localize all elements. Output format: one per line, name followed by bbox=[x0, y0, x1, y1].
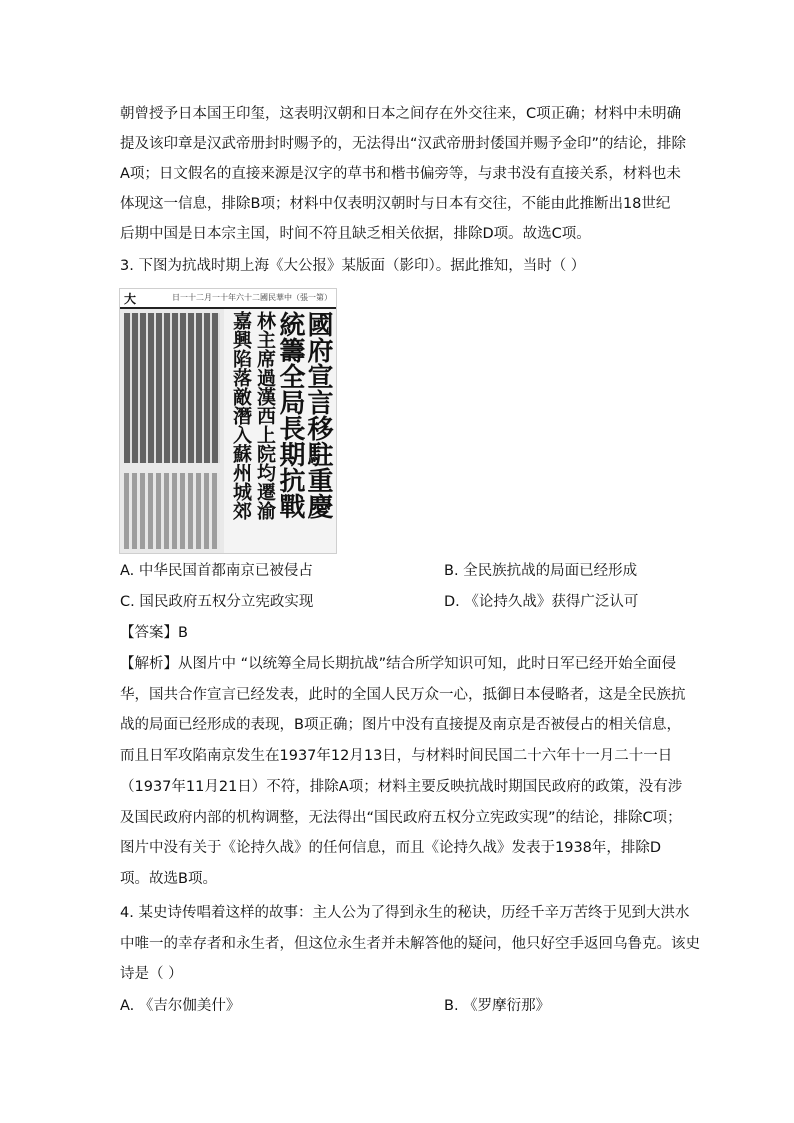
masthead-date: 日一十二月一十年六十二國民華中（張一第） bbox=[172, 293, 332, 302]
question-4-stem: 4. 某史诗传唱着这样的故事：主人公为了得到永生的秘诀，历经千辛万苦终于见到大洪水 bbox=[120, 905, 690, 921]
analysis-line: 提及该印章是汉武帝册封时赐予的，无法得出“汉武帝册封倭国并赐予金印”的结论，排除 bbox=[120, 136, 687, 152]
analysis-line: 【解析】从图片中 “以统筹全局长期抗战”结合所学知识可知，此时日军已经开始全面侵 bbox=[120, 656, 677, 672]
analysis-line: A项；日文假名的直接来源是汉字的草书和楷书偏旁等，与隶书没有直接关系，材料也未 bbox=[120, 166, 681, 182]
analysis-line: 及国民政府内部的机构调整，无法得出“国民政府五权分立宪政实现”的结论，排除C项； bbox=[120, 810, 682, 826]
analysis-line: 战的局面已经形成的表现，B项正确；图片中没有直接提及南京是否被侵占的相关信息， bbox=[120, 717, 681, 733]
answer: 【答案】B bbox=[120, 625, 188, 641]
newspaper-masthead bbox=[120, 289, 336, 309]
subheadline: 嘉興陷落敵潛入蘇州城郊 bbox=[230, 311, 252, 520]
headline-area bbox=[224, 309, 336, 553]
option-b: B. 《罗摩衍那》 bbox=[444, 998, 551, 1014]
option-a: A. 《吉尔伽美什》 bbox=[120, 998, 241, 1014]
option-d: D. 《论持久战》获得广泛认可 bbox=[444, 594, 639, 610]
question-3-stem: 3. 下图为抗战时期上海《大公报》某版面（影印）。据此推知，当时（ ） bbox=[120, 258, 586, 274]
analysis-line: 图片中没有关于《论持久战》的任何信息，而且《论持久战》发表于1938年，排除D bbox=[120, 840, 662, 856]
analysis-line: 体现这一信息，排除B项；材料中仅表明汉朝时与日本有交往，不能由此推断出18世纪 bbox=[120, 196, 671, 212]
question-4-stem: 诗是（ ） bbox=[120, 966, 183, 982]
subheadline: 林主席過漢西上院均遷渝 bbox=[254, 311, 276, 520]
analysis-line: 而且日军攻陷南京发生在1937年12月13日，与材料时间民国二十六年十一月二十一日 bbox=[120, 748, 673, 764]
masthead-title: 大 bbox=[124, 292, 137, 306]
headline: 國府宣言移駐重慶 bbox=[303, 311, 333, 519]
question-4-stem: 中唯一的幸存者和永生者，但这位永生者并未解答他的疑问，他只好空手返回乌鲁克。该史 bbox=[120, 936, 700, 952]
option-a: A. 中华民国首都南京已被侵占 bbox=[120, 563, 313, 579]
newspaper-body-text bbox=[124, 473, 220, 549]
option-c: C. 国民政府五权分立宪政实现 bbox=[120, 594, 314, 610]
analysis-line: 后期中国是日本宗主国，时间不符且缺乏相关依据，排除D项。故选C项。 bbox=[120, 226, 591, 242]
analysis-line: （1937年11月21日）不符，排除A项；材料主要反映抗战时期国民政府的政策，没有涉 bbox=[120, 779, 683, 795]
headline: 統籌全局長期抗戰 bbox=[275, 311, 305, 519]
analysis-line: 朝曾授予日本国王印玺，这表明汉朝和日本之间存在外交往来，C项正确；材料中未明确 bbox=[120, 106, 682, 122]
newspaper-body-text bbox=[124, 313, 220, 463]
analysis-line: 项。故选B项。 bbox=[120, 871, 217, 887]
newspaper-image bbox=[119, 288, 337, 554]
analysis-line: 华，国共合作宣言已经发表，此时的全国人民万众一心，抵御日本侵略者，这是全民族抗 bbox=[120, 687, 686, 703]
option-b: B. 全民族抗战的局面已经形成 bbox=[444, 563, 638, 579]
